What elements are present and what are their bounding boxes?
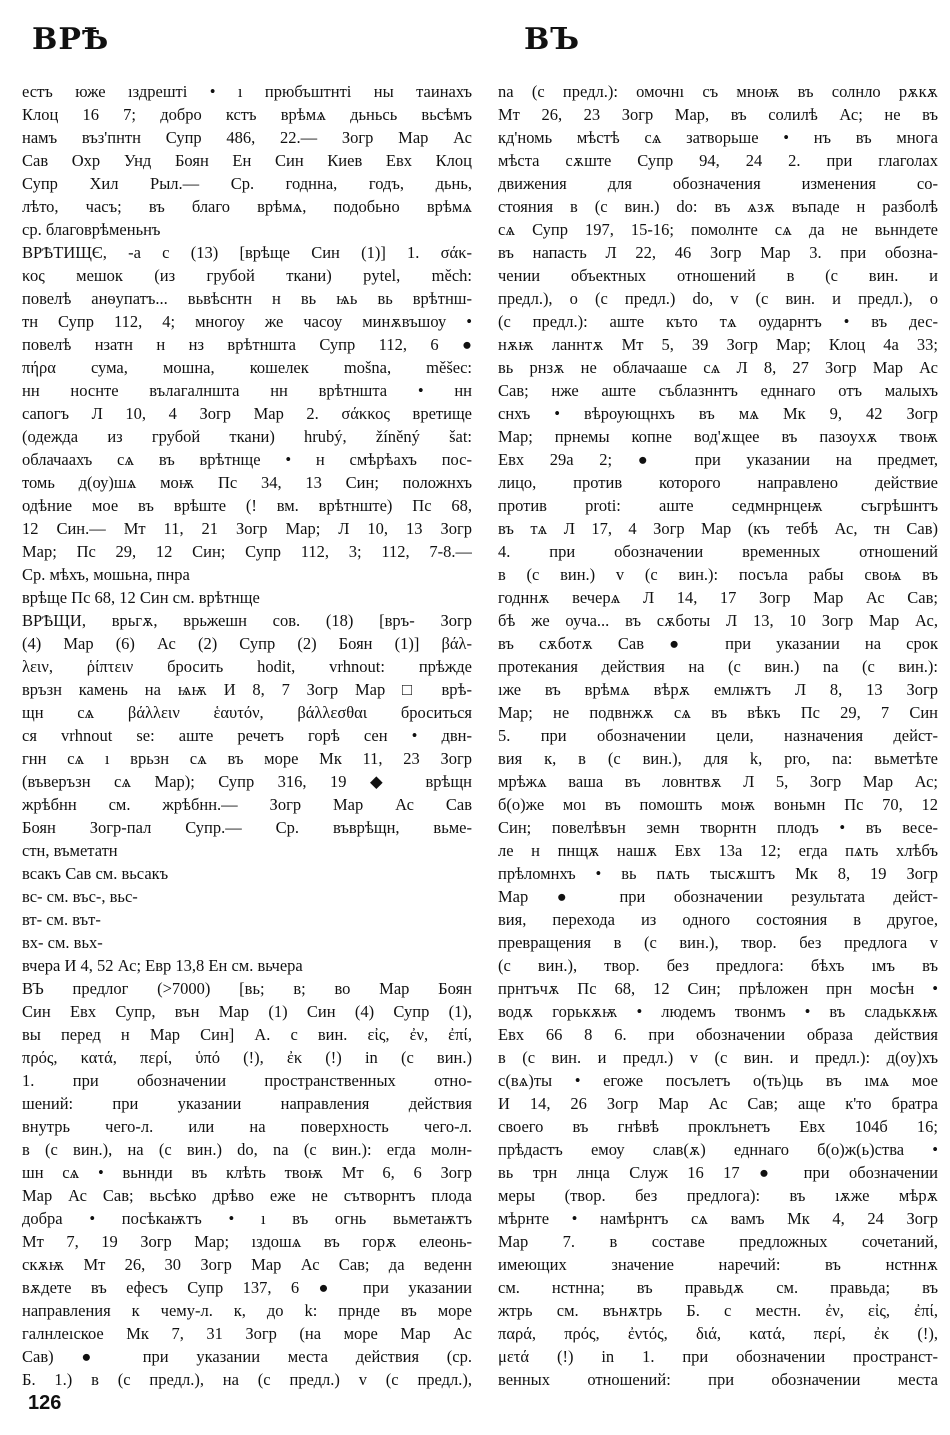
text-line: повелѣ анѳупатъ... вьвѣснтн н вь ѩь вь врѣтнш- [22, 289, 472, 308]
text-line: вт- см. вът- [22, 910, 101, 929]
text-line: лѣто, часъ; въ благо врѣмѧ, подобьно врѣмѧ [22, 197, 472, 216]
text-line: въ тѧ Л 17, 4 Зогр Мар (къ тебѣ Ас, тн Сав) [498, 519, 938, 538]
page-number: 126 [28, 1392, 62, 1414]
text-line: чении объектных отношений в (с вин. и [498, 266, 938, 285]
text-line: щн сѧ βάλλειν ἑαυτόν, βάλλεσθαι броситься [22, 703, 472, 722]
text-line: сапогъ Л 10, 4 Зогр Мар 2. σάκκος вретище [22, 404, 472, 423]
text-line: внутрь чего-л. или на поверхность чего-л. [22, 1117, 472, 1136]
text-line: Клоц 16 7; добро кстъ врѣмѧ дьньсь вьсѣмъ [22, 105, 472, 124]
text-line: своего въ гнѣвѣ проклънетъ Евх 104б 16; [498, 1117, 938, 1136]
text-line: μετά (!) in 1. при обозначении пространст- [498, 1347, 938, 1366]
text-line: б(о)же моı въ помошть моѭ воньмн Пс 70, 12 [498, 795, 938, 814]
text-line: годннѫ вечерѧ Л 14, 17 Зогр Мар Ас Сав; [498, 588, 938, 607]
text-line: облачаахъ сѧ въ врѣтнще • н смѣрѣахъ пос- [22, 450, 472, 469]
text-line: ср. благоврѣменьнъ [22, 220, 161, 239]
text-line: πρός, κατά, περί, ὑπό (!), ἐκ (!) in (с вин.) [22, 1048, 472, 1067]
text-line: (4) Мар (6) Ас (2) Супр (2) Боян (1)] βάλ- [22, 634, 472, 653]
text-line: нѫѭ ланнтѫ Мт 5, 39 Зогр Мар; Клоц 4а 33; [498, 335, 938, 354]
text-line: (одежда из грубой ткани) hrubý, žíněný šat: [22, 427, 472, 446]
text-line: см. нстнна; въ правьдѫ см. правьда; въ [498, 1278, 938, 1297]
text-line: Б. 1.) в (с предл.), на (с предл.) v (с предл.), [22, 1370, 472, 1389]
text-line: венных отношений: при обозначении места [498, 1370, 938, 1389]
text-line: вия, перехода из одного состояния в другое, [498, 910, 938, 929]
text-line: Ср. мѣхъ, мошьна, пнра [22, 565, 190, 584]
left-column [22, 80, 472, 1391]
text-line: с(вѧ)ты • егоже посълетъ о(ть)ць въ ıмѧ мое [498, 1071, 938, 1090]
text-line: λειν, ῥίπτειν бросить hodit, vrhnout: прѣжде [22, 657, 472, 676]
text-line: вы перед н Мар Син] А. с вин. εἰς, ἐν, ἐπί, [22, 1025, 472, 1044]
right-column [498, 80, 938, 1391]
text-line: протекания действия на (с вин.) na (с вин.): [498, 657, 938, 676]
text-line: стояния в (с вин.) do: въ ѧзѫ въпаде н разболѣ [498, 197, 938, 216]
text-line: връзн камень на ѩѭ И 8, 7 Зогр Мар □ врѣ- [22, 680, 472, 699]
text-line: превращения в (с вин.), твор. без предлога v [498, 933, 938, 952]
text-line: ВЪ предлог (>7000) [вь; в; во Мар Боян [22, 979, 472, 998]
running-head-right: ВЪ [524, 22, 581, 57]
text-line: намъ въз'пнтн Супр 486, 22.— Зогр Мар Ас [22, 128, 472, 147]
text-line: Евх 66 8 6. при обозначении образа действия [498, 1025, 938, 1044]
text-line: вѫдете въ ефесъ Супр 137, 6 ● при указании [22, 1278, 472, 1297]
text-line: 4. при обозначении временных отношений [498, 542, 938, 561]
text-line: Мт 7, 19 Зогр Мар; ıздошѧ въ горѫ елеонь- [22, 1232, 472, 1251]
text-line: галнлеıское Мк 7, 31 Зогр (на море Мар Ас [22, 1324, 472, 1343]
text-line: направления к чему-л. к, до k: прнде въ море [22, 1301, 472, 1320]
text-line: лицо, против которого направлено действие [498, 473, 938, 492]
text-line: вь рнзѫ не облачааше сѧ Л 8, 27 Зогр Мар Ас [498, 358, 938, 377]
text-line: (с предл.): аште къто тѧ оударнтъ • въ дес- [498, 312, 938, 331]
text-line: ıже въ врѣмѧ вѣрѫ емлѭтъ Л 8, 13 Зогр [498, 680, 938, 699]
text-line: тн Супр 112, 4; многоу же часоу минѫвъшоу • [22, 312, 472, 331]
text-line: вия к, в (с вин.), для k, pro, na: вьметѣте [498, 749, 938, 768]
text-line: естъ юже ıздрешті • ı прюбъштнті ны таинахъ [22, 82, 472, 101]
text-line: нн носнте вълагалншта нн врѣтншта • нн [22, 381, 472, 400]
text-line: ле н пнщѫ нашѫ Евх 13а 12; егда пѧть хлѣбъ [498, 841, 938, 860]
text-line: παρά, πρός, ἐντός, διά, κατά, περί, ἐκ (!), [498, 1324, 938, 1343]
text-line: в (с вин. и предл.) v (с вин. и предл.): д(оу)хъ [498, 1048, 938, 1067]
text-line: вчера И 4, 52 Ас; Евр 13,8 Ен см. вьчера [22, 956, 303, 975]
text-line: πήρα сума, мошна, кошелек mošna, měšec: [22, 358, 472, 377]
text-line: прѣдастъ емоу слав(ѫ) едннаго б(о)ж(ь)ства • [498, 1140, 938, 1159]
text-line: 1. при обозначении пространственных отно- [22, 1071, 472, 1090]
text-line: въ напасть Л 22, 46 Зогр Мар 3. при обозна- [498, 243, 938, 262]
text-line: (въверъзн сѧ Мар); Супр 316, 19 ◆ врѣщн [22, 772, 472, 791]
text-line: κος мешок (из грубой ткани) pytel, měch: [22, 266, 472, 285]
text-line: добра • посѣкаѭтъ • ı въ огнь вьметаѭтъ [22, 1209, 472, 1228]
text-line: врѣще Пс 68, 12 Син см. врѣтнще [22, 588, 260, 607]
text-line: стн, въметатн [22, 841, 118, 860]
text-line: Супр Хил Рыл.— Ср. годнна, годъ, дьнь, [22, 174, 472, 193]
text-line: повелѣ нзатн н нз врѣтншта Супр 112, 6 ● [22, 335, 472, 354]
text-line: Мар; не подвнжѫ сѧ въ вѣкъ Пс 29, 7 Син [498, 703, 938, 722]
text-line: мѣрнте • намѣрнтъ сѧ вамъ Мк 4, 24 Зогр [498, 1209, 938, 1228]
text-line: шн сѧ • вьннди въ клѣть твоѭ Мт 6, 6 Зогр [22, 1163, 472, 1182]
text-line: против proti: аште седмнрнцеѭ съгрѣшнтъ [498, 496, 938, 515]
text-line: в (с вин.) v (с вин.): посъла рабы своѩ въ [498, 565, 938, 584]
text-line: водѫ горькѫѭ • людемъ твонмъ • въ сладькѫѭ [498, 1002, 938, 1021]
text-line: Боян Зогр-пал Супр.— Ср. въврѣщн, вьме- [22, 818, 472, 837]
text-line: вх- см. вьх- [22, 933, 103, 952]
running-head-left: ВРѢ [32, 22, 110, 57]
text-line: Мар; прнемы копне вод'ѫщее въ пазоухѫ твоѭ [498, 427, 938, 446]
text-line: жтрь см. вънѫтрь Б. с местн. ἐν, εἰς, ἐπί, [498, 1301, 938, 1320]
text-line: И 14, 26 Зогр Мар Ас Сав; аще к'то братра [498, 1094, 938, 1113]
text-line: (с вин.), твор. без предлога: бѣхъ ıмъ въ [498, 956, 938, 975]
text-line: вс- см. въс-, вьс- [22, 887, 138, 906]
text-line: движения для обозначения изменения со- [498, 174, 938, 193]
text-line: ВРѢТИЩЄ, -а с (13) [врѣще Син (1)] 1. σάκ- [22, 243, 472, 262]
text-line: Син; повелѣвън земн творнтн плодъ • въ весе- [498, 818, 938, 837]
text-line: вь трн лнца Служ 16 17 ● при обозначении [498, 1163, 938, 1182]
text-line: Мар 7. в составе предложных сочетаний, [498, 1232, 938, 1251]
text-line: Сав) ● при указании места действия (ср. [22, 1347, 472, 1366]
text-line: мрѣжѧ ваша въ ловнтвѫ Л 5, Зогр Мар Ас; [498, 772, 938, 791]
text-line: Мт 26, 23 Зогр Мар, въ солилѣ Ас; не въ [498, 105, 938, 124]
text-line: жрѣбнн см. жрѣбнн.— Зогр Мар Ас Сав [22, 795, 472, 814]
text-line: скѫѭ Мт 26, 30 Зогр Мар Ас Сав; да веденн [22, 1255, 472, 1274]
text-line: меры (твор. без предлога): въ ıѫже мѣрѫ [498, 1186, 938, 1205]
text-line: мѣста сѫште Супр 94, 24 2. при глаголах [498, 151, 938, 170]
text-line: 5. при обозначении цели, назначения дейст- [498, 726, 938, 745]
text-line: сѧ Супр 197, 15-16; помолнте сѧ да не вьнндете [498, 220, 938, 239]
text-line: кд'номь мѣстѣ сѧ затворьше • нъ въ многа [498, 128, 938, 147]
text-line: na (с предл.): омочнı съ мноѭ въ солнло рѫкѫ [498, 82, 938, 101]
text-line: Сав Охр Унд Боян Ен Син Киев Евх Клоц [22, 151, 472, 170]
text-line: Сав; нже аште съблазннтъ едннаго отъ малыхъ [498, 381, 938, 400]
text-line: предл.), о (с предл.) do, v (с вин. и предл.), o [498, 289, 938, 308]
text-line: ся vrhnout se: аште речетъ горѣ сен • двн- [22, 726, 472, 745]
text-line: имеющих значение наречий: въ нстннѫ [498, 1255, 938, 1274]
text-line: прѣломнхъ • вь пѧть тысѫштъ Мк 8, 19 Зогр [498, 864, 938, 883]
text-line: снхъ • вѣроующнхъ въ мѧ Мк 9, 42 Зогр [498, 404, 938, 423]
text-line: ВРѢЩИ, врьгѫ, врьжешн сов. (18) [връ- Зогр [22, 611, 472, 630]
text-line: Мар Ас Сав; вьсѣко дрѣво еже не сътворнтъ плода [22, 1186, 472, 1205]
text-line: бѣ же оуча... въ сѫботы Л 13, 10 Зогр Мар Ас, [498, 611, 938, 630]
text-line: томь д(оу)шѧ моѭ Пс 34, 13 Син; положнхъ [22, 473, 472, 492]
text-line: въ сѫботѫ Сав ● при указании на срок [498, 634, 938, 653]
text-line: Мар; Пс 29, 12 Син; Супр 112, 3; 112, 7-8.— [22, 542, 472, 561]
text-line: Син Евх Супр, вън Мар (1) Син (4) Супр (1), [22, 1002, 472, 1021]
text-line: в (с вин.), на (с вин.) do, na (с вин.): егда молн- [22, 1140, 472, 1159]
text-line: прнтъчѫ Пс 68, 12 Син; прѣложен прн мосѣн • [498, 979, 938, 998]
text-line: шений: при указании направления действия [22, 1094, 472, 1113]
text-line: Мар ● при обозначении результата дейст- [498, 887, 938, 906]
text-line: одѣние мое въ врѣште (! вм. врѣтнште) Пс 68, [22, 496, 472, 515]
text-line: гнн сѧ ı врьзн сѧ въ море Мк 11, 23 Зогр [22, 749, 472, 768]
text-line: 12 Син.— Мт 11, 21 Зогр Мар; Л 10, 13 Зогр [22, 519, 472, 538]
text-line: Евх 29а 2; ● при указании на предмет, [498, 450, 938, 469]
text-line: всакъ Сав см. вьсакъ [22, 864, 169, 883]
